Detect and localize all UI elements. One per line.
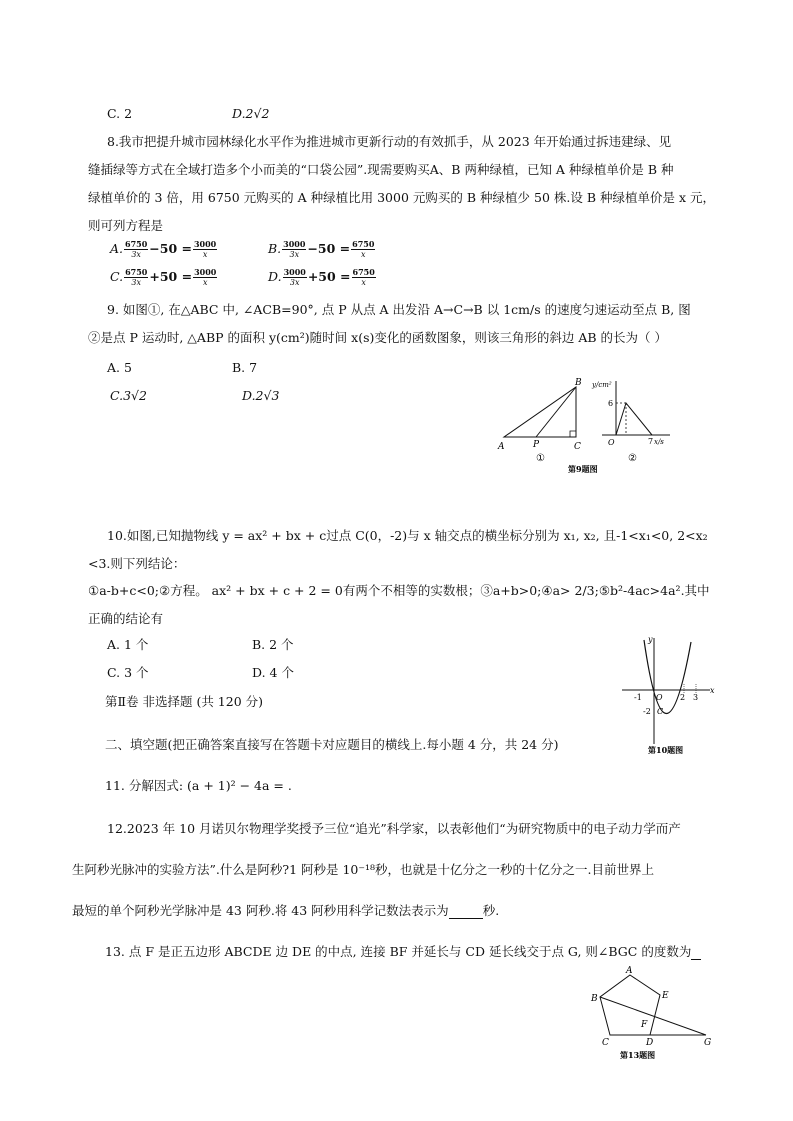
q10-tick-2: 2: [680, 693, 686, 702]
q12-stem-line-3: 最短的单个阿秒光学脉冲是 43 阿秒.将 43 阿秒用科学记数法表示为 秒.: [72, 903, 500, 918]
q10-tick-m2: -2: [643, 707, 651, 716]
q8-option-c: C. $\frac{6750}{3x}$ +50 = $\frac{3000}{x}$: [110, 267, 217, 287]
q7-option-d: D.2√2: [232, 106, 270, 121]
q10-y-label: y: [648, 635, 653, 644]
q10-tick-m1: -1: [634, 693, 642, 702]
q9-label-p: P: [533, 440, 540, 450]
q9-stem-line-2: ②是点 P 运动时, △ABP 的面积 y(cm²)随时间 x(s)变化的函数图象，则该三角形的斜边 AB 的长为（ ）: [88, 330, 667, 345]
section-two-heading: 二、填空题(把正确答案直接写在答题卡对应题目的横线上.每小题 4 分，共 24 分): [105, 737, 559, 752]
q10-stem-line-4: 正确的结论有: [88, 611, 164, 626]
q13-label-g: G: [704, 1038, 712, 1048]
q10-option-d: D. 4 个: [252, 665, 294, 680]
q9-option-a: A. 5: [107, 360, 132, 375]
q9-caption: 第9题图: [568, 464, 598, 474]
q13-label-f: F: [641, 1020, 648, 1030]
q8-option-d: D. $\frac{3000}{3x}$ +50 = $\frac{6750}{x}$: [268, 267, 375, 287]
q13-label-a: A: [626, 966, 633, 976]
q10-x-label: x: [710, 686, 715, 695]
q9-graph-y6: 6: [608, 399, 614, 408]
q13-pentagon: [600, 975, 660, 1035]
q9-right-angle-mark: [570, 431, 576, 437]
q13-label-e: E: [662, 991, 669, 1001]
q13-line-bg: [600, 997, 706, 1035]
q9-graph-x7: 7: [648, 437, 654, 446]
q12-stem-line-1: 12.2023 年 10 月诺贝尔物理学奖授予三位“追光”科学家，以表彰他们“为研究物质中的电子动力学而产: [107, 821, 681, 836]
q8-option-b: B. $\frac{3000}{3x}$ −50 = $\frac{6750}{x}$: [268, 239, 375, 259]
q10-origin: O: [656, 693, 663, 702]
q9-figure: [490, 375, 690, 480]
q10-parabola: [644, 640, 691, 714]
q9-label-c: C: [574, 442, 581, 452]
q10-option-a: A. 1 个: [107, 637, 149, 652]
q8-option-a: A. $\frac{6750}{3x}$ −50 = $\frac{3000}{x}$: [110, 239, 217, 259]
q9-mark-1: ①: [536, 453, 545, 464]
q9-label-a: A: [498, 442, 505, 452]
q9-graph-origin: O: [608, 438, 615, 447]
q8-stem-line-3: 绿植单价的 3 倍，用 6750 元购买的 A 种绿植比用 3000 元购买的 B 种绿植少 50 株.设 B 种绿植单价是 x 元，: [88, 190, 715, 205]
q13-answer-blank: [691, 947, 701, 960]
q13-label-c: C: [602, 1038, 609, 1048]
q13-figure: [588, 965, 718, 1063]
q10-stem-line-1: 10.如图,已知抛物线 y = ax² + bx + c过点 C(0，-2)与 x 轴交点的横坐标分别为 x₁, x₂, 且-1<x₁<0, 2<x₂: [107, 528, 708, 543]
q9-mark-2: ②: [628, 453, 637, 464]
q7-option-c: C. 2: [107, 106, 133, 121]
part-two-heading: 第Ⅱ卷 非选择题 (共 120 分): [105, 694, 264, 709]
q8-stem-line-1: 8.我市把提升城市园林绿化水平作为推进城市更新行动的有效抓手，从 2023 年开始通过拆违建绿、见: [107, 134, 672, 149]
q10-option-c: C. 3 个: [107, 665, 149, 680]
q9-graph-y-label: y/cm²: [592, 381, 612, 389]
q12-stem-line-2: 生阿秒光脉冲的实验方法”.什么是阿秒?1 阿秒是 10⁻¹⁸秒，也就是十亿分之一秒的十亿分之一.目前世界上: [72, 862, 654, 877]
q9-graph-curve: [616, 403, 652, 435]
q11-stem: 11. 分解因式: (a + 1)² − 4a = .: [105, 778, 292, 793]
q9-label-b: B: [575, 378, 582, 388]
q12-answer-blank: [449, 906, 483, 919]
q9-option-d: D.2√3: [242, 388, 280, 403]
q9-triangle: [504, 387, 576, 437]
q10-option-b: B. 2 个: [252, 637, 294, 652]
q10-tick-3: 3: [693, 693, 699, 702]
q9-graph-x-label: x/s: [654, 438, 664, 446]
q13-label-d: D: [646, 1038, 654, 1048]
q10-caption: 第10题图: [648, 745, 684, 755]
q10-label-c: C: [657, 707, 664, 716]
q13-caption: 第13题图: [620, 1050, 656, 1060]
q8-stem-line-4: 则可列方程是: [88, 218, 164, 233]
q13-label-b: B: [591, 994, 598, 1004]
q13-stem-line-1: 13. 点 F 是正五边形 ABCDE 边 DE 的中点, 连接 BF 并延长与 CD 延长线交于点 G, 则∠BGC 的度数为: [105, 944, 701, 960]
q10-stem-line-2: <3.则下列结论：: [88, 556, 186, 571]
q9-segment-bp: [536, 387, 576, 437]
q9-stem-line-1: 9. 如图①, 在△ABC 中, ∠ACB=90°, 点 P 从点 A 出发沿 A→C→B 以 1cm/s 的速度匀速运动至点 B, 图: [107, 302, 691, 317]
q9-option-c: C.3√2: [110, 388, 147, 403]
q8-stem-line-2: 缝插绿等方式在全域打造多个小而美的“口袋公园”.现需要购买A、B 两种绿植，已知 A 种绿植单价是 B 种: [88, 162, 674, 177]
q10-figure: [618, 632, 718, 757]
q9-option-b: B. 7: [232, 360, 258, 375]
q10-stem-line-3: ①a-b+c<0;②方程。 ax² + bx + c + 2 = 0有两个不相等的实数根；③a+b>0;④a> 2/3;⑤b²-4ac>4a².其中: [88, 583, 710, 598]
